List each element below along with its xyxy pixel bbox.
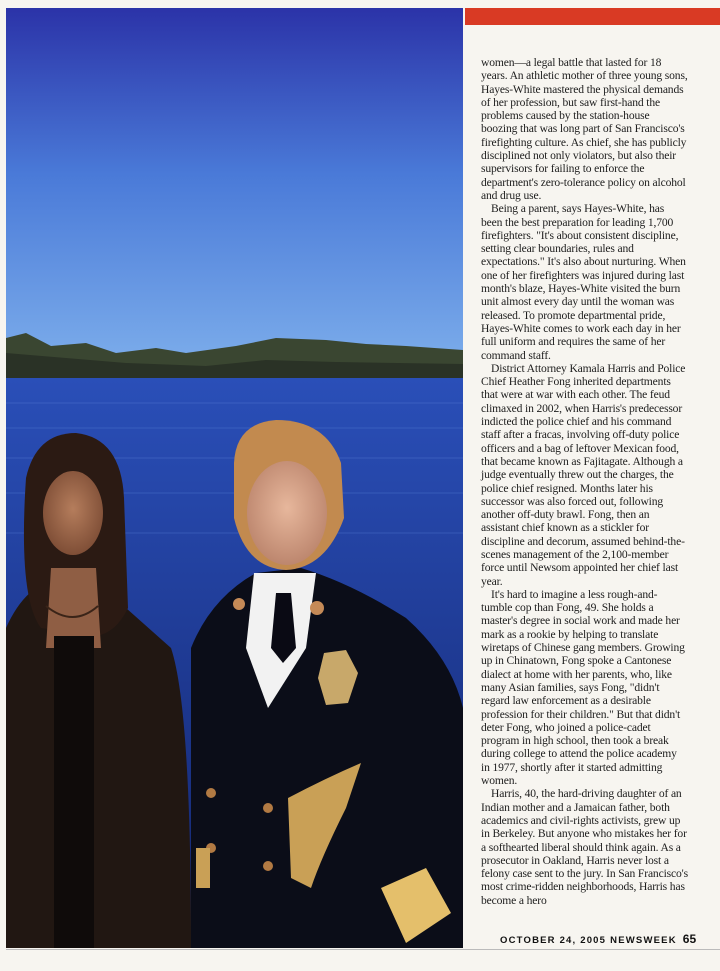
- article-paragraph: women—a legal battle that lasted for 18 years. An athletic mother of three young sons, Hayes-White mastered the physical demands of her profession, but saw first-hand the problems caused by the station-house boozing that was long part of San Francisco's firefighting culture. As chief, she has publicly disciplined not only violators, but also their supervisors for failing to enforce the department's zero-tolerance policy on alcohol and drug use.: [481, 56, 688, 202]
- article-body: [481, 56, 688, 907]
- publication-name: NEWSWEEK: [610, 935, 677, 946]
- bottom-divider: [6, 949, 720, 950]
- page-footer: [500, 932, 696, 946]
- section-color-bar: [465, 8, 720, 25]
- page-number: 65: [682, 932, 697, 946]
- article-paragraph: Harris, 40, the hard-driving daughter of an Indian mother and a Jamaican father, both academics and civil-rights activists, grew up in Berkeley. But anyone who mistakes her for a softhearted liberal should think again. As a prosecutor in Oakland, Harris never lost a felony case sent to the jury. In San Francisco's most crime-ridden neighborhoods, Harris has become a hero: [481, 787, 688, 907]
- cover-photo: [6, 8, 463, 948]
- article-paragraph: Being a parent, says Hayes-White, has been the best preparation for leading 1,700 firefighters. "It's about consistent discipline, setting clear boundaries, rules and expectations." It's also about nurturing. When one of her firefighters was injured during last month's blaze, Hayes-White visited the burn unit almost every day until the woman was released. To promote departmental pride, Hayes-White comes to work each day in her full uniform and requires the same of her command staff.: [481, 202, 686, 362]
- article-paragraph: District Attorney Kamala Harris and Police Chief Heather Fong inherited departments that were at war with each other. The feud climaxed in 2002, when Harris's predecessor indicted the police chief and his command staff after a fracas, involving off-duty police officers and a bag of leftover Mexican food, that became known as Fajitagate. Although a judge eventually threw out the charges, the police chief resigned. Months later his successor was also forced out, following another off-duty brawl. Fong, then an assistant chief known as a stickler for discipline and decorum, assumed behind-the-scenes management of the 2,100-member force until Newsom appointed her chief last year.: [481, 361, 686, 588]
- issue-date: OCTOBER 24, 2005: [500, 935, 607, 946]
- article-paragraph: It's hard to imagine a less rough-and-tumble cop than Fong, 49. She holds a master's degree in social work and made her mark as a rookie by helping to translate wiretaps of Chinese gang members. Growing up in Chinatown, Fong spoke a Cantonese dialect at home with her parents, who, like many Asian families, says Fong, "didn't regard law enforcement as a desirable profession for their children." But that didn't deter Fong, who joined a police-cadet program in high school, then took a break during college to attend the police academy in 1977, shortly after it started admitting women.: [481, 587, 685, 788]
